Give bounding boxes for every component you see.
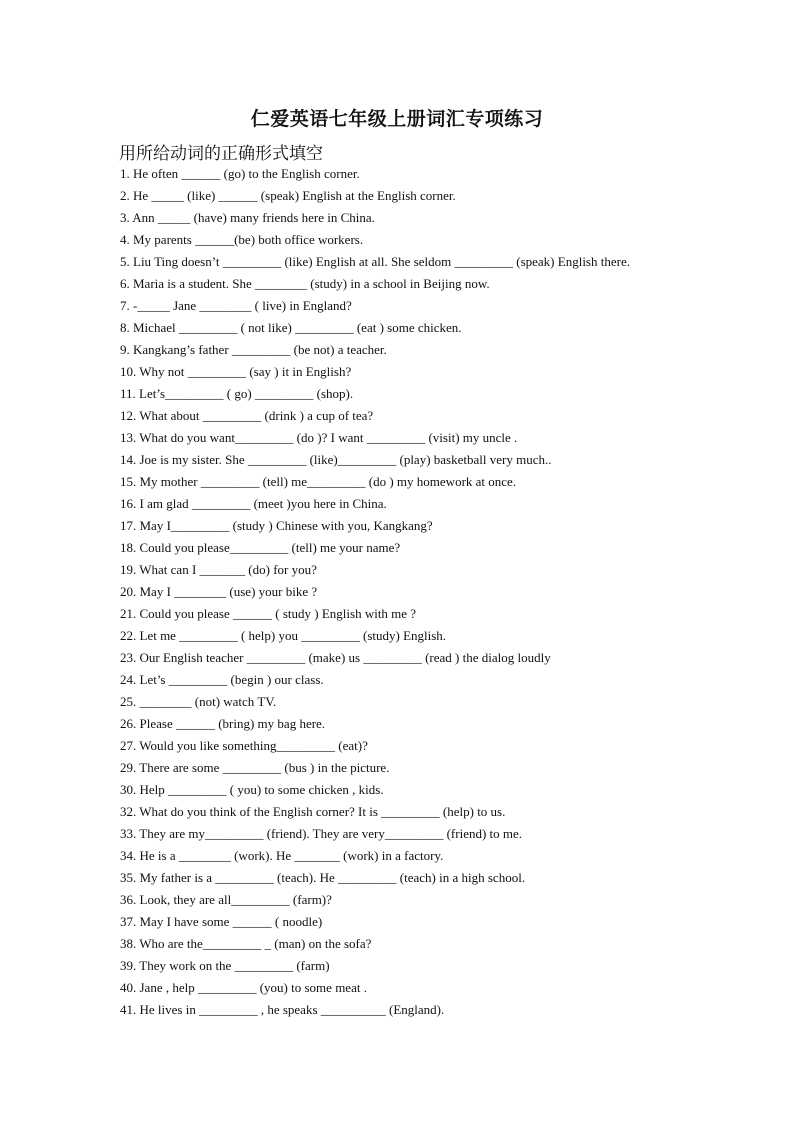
exercise-item: 5. Liu Ting doesn’t _________ (like) English at all. She seldom _________ (speak) English there. — [120, 254, 630, 269]
exercise-item: 36. Look, they are all_________ (farm)? — [120, 892, 332, 907]
exercise-item: 20. May I ________ (use) your bike ? — [120, 584, 318, 599]
exercise-item: 37. May I have some ______ ( noodle) — [120, 914, 323, 929]
exercise-item: 19. What can I _______ (do) for you? — [120, 562, 317, 577]
exercise-item: 6. Maria is a student. She ________ (study) in a school in Beijing now. — [120, 276, 490, 291]
exercise-item: 34. He is a ________ (work). He _______ (work) in a factory. — [120, 848, 444, 863]
exercise-item: 24. Let’s _________ (begin ) our class. — [120, 672, 324, 687]
exercise-item: 40. Jane , help _________ (you) to some meat . — [120, 980, 367, 995]
exercise-item: 25. ________ (not) watch TV. — [120, 694, 277, 709]
exercise-item: 10. Why not _________ (say ) it in English? — [120, 364, 352, 379]
exercise-item: 23. Our English teacher _________ (make) us _________ (read ) the dialog loudly — [120, 650, 551, 665]
exercise-item: 32. What do you think of the English corner? It is _________ (help) to us. — [120, 804, 506, 819]
exercise-item: 11. Let’s_________ ( go) _________ (shop). — [120, 386, 354, 401]
exercise-item: 30. Help _________ ( you) to some chicken , kids. — [120, 782, 384, 797]
exercise-item: 17. May I_________ (study ) Chinese with you, Kangkang? — [120, 518, 433, 533]
instructions-heading: 用所给动词的正确形式填空 — [119, 144, 323, 164]
exercise-item: 3. Ann _____ (have) many friends here in China. — [120, 210, 375, 225]
exercise-item: 8. Michael _________ ( not like) _________ (eat ) some chicken. — [120, 320, 462, 335]
exercise-item: 33. They are my_________ (friend). They are very_________ (friend) to me. — [120, 826, 523, 841]
exercise-item: 18. Could you please_________ (tell) me your name? — [120, 540, 401, 555]
exercise-item: 29. There are some _________ (bus ) in the picture. — [120, 760, 390, 775]
exercise-item: 27. Would you like something_________ (eat)? — [120, 738, 368, 753]
exercise-item: 9. Kangkang’s father _________ (be not) a teacher. — [120, 342, 387, 357]
exercise-item: 26. Please ______ (bring) my bag here. — [120, 716, 326, 731]
exercise-list — [120, 163, 720, 1021]
exercise-item: 13. What do you want_________ (do )? I want _________ (visit) my uncle . — [120, 430, 518, 445]
exercise-item: 12. What about _________ (drink ) a cup of tea? — [120, 408, 374, 423]
exercise-item: 22. Let me _________ ( help) you _________ (study) English. — [120, 628, 447, 643]
exercise-item: 39. They work on the _________ (farm) — [120, 958, 330, 973]
exercise-item: 7. -_____ Jane ________ ( live) in England? — [120, 298, 352, 313]
exercise-item: 14. Joe is my sister. She _________ (like)_________ (play) basketball very much.. — [120, 452, 552, 467]
exercise-item: 1. He often ______ (go) to the English corner. — [120, 166, 360, 181]
exercise-item: 16. I am glad _________ (meet )you here in China. — [120, 496, 387, 511]
exercise-item: 41. He lives in _________ , he speaks __________ (England). — [120, 1002, 445, 1017]
exercise-item: 4. My parents ______(be) both office workers. — [120, 232, 364, 247]
exercise-item: 38. Who are the_________ _ (man) on the sofa? — [120, 936, 372, 951]
exercise-item: 35. My father is a _________ (teach). He _________ (teach) in a high school. — [120, 870, 526, 885]
exercise-item: 2. He _____ (like) ______ (speak) English at the English corner. — [120, 188, 456, 203]
worksheet-title: 仁爱英语七年级上册词汇专项练习 — [250, 108, 544, 130]
exercise-item: 21. Could you please ______ ( study ) English with me ? — [120, 606, 417, 621]
exercise-item: 15. My mother _________ (tell) me_________ (do ) my homework at once. — [120, 474, 517, 489]
